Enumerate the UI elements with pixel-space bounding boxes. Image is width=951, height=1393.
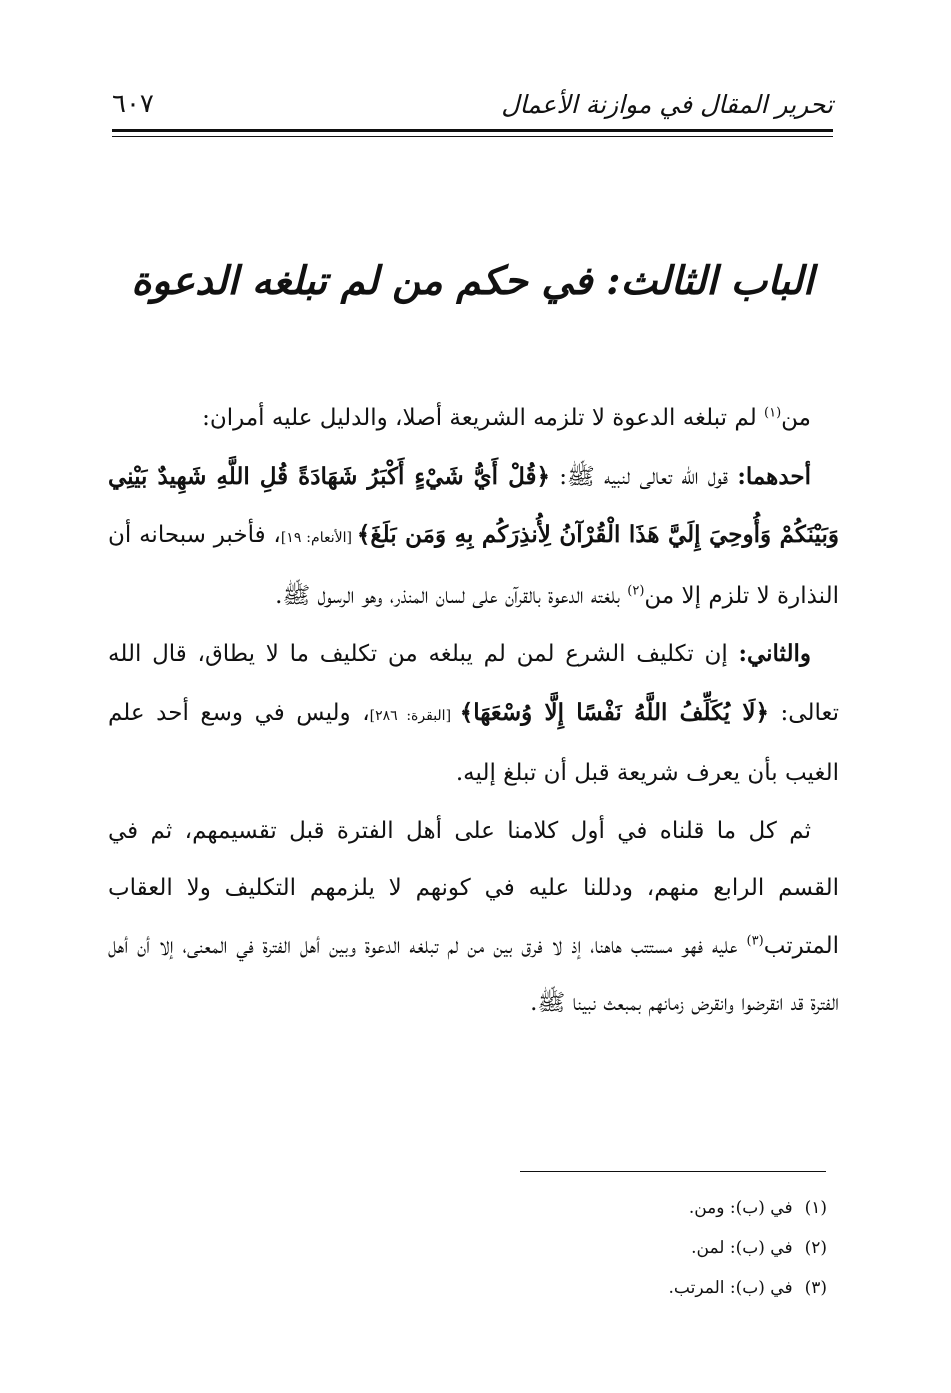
header-rule-thick [112, 129, 833, 132]
footnote-text: في (ب): لمن. [691, 1238, 793, 1258]
verse-citation-2: [البقرة: ٢٨٦] [369, 707, 460, 724]
main-text [108, 390, 839, 1033]
paragraph-3 [108, 625, 839, 803]
chapter-title: الباب الثالث: في حكم من لم تبلغه الدعوة [131, 258, 814, 304]
verse-citation-1: [الأنعام: ١٩] [280, 530, 357, 546]
p4-text-1: ثم كل ما قلناه في أول كلامنا على أهل الفترة قبل تقسيمهم، ثم في القسم الرابع منهم، ودللنا عليه في كونهم لا يلزمهم التكليف ولا العقاب المترتب [108, 817, 839, 959]
footnote-ref-2: (٢) [627, 582, 645, 598]
footnote-text: في (ب): المرتب. [668, 1278, 793, 1298]
footnote-number: (١) [804, 1198, 827, 1218]
p3-text-1: إن تكليف الشرع لمن لم يبلغه من تكليف ما لا يطاق، قال الله تعالى: [108, 641, 839, 726]
p2-text-2: بلغته الدعوة بالقرآن على لسان المنذر، وهو الرسول ﷺ. [275, 582, 628, 609]
quran-verse-2: ﴿لَا يُكَلِّفُ اللَّهُ نَفْسًا إِلَّا وُسْعَهَا﴾ [459, 698, 770, 726]
p2-text-1: ، فأخبر سبحانه أن النذارة لا تلزم إلا من [108, 522, 839, 609]
footnote-3 [112, 1268, 827, 1308]
p1-word: من [781, 405, 811, 431]
quran-verse-1: ﴿قُلْ أَيُّ شَيْءٍ أَكْبَرُ شَهَادَةً قُلِ اللَّهِ شَهِيدٌ بَيْنِي وَبَيْنَكُمْ وَأُوحِيَ إِلَيَّ هَذَا الْقُرْآنُ لِأُنذِرَكُم بِهِ وَمَن بَلَغَ﴾ [108, 462, 839, 548]
running-header [112, 82, 833, 126]
p3-lead-word: والثاني: [738, 640, 811, 667]
p2-lead-word: أحدهما: [737, 462, 811, 490]
p2-intro: قول الله تعالى لنبيه ﷺ: [549, 463, 738, 490]
footnote-number: (٣) [804, 1278, 827, 1298]
footnote-number: (٢) [804, 1238, 827, 1258]
page-number: ٦٠٧ [112, 89, 154, 119]
paragraph-4 [108, 803, 839, 1033]
footnotes [112, 1188, 827, 1308]
p3-text-2: ، وليس في وسع أحد علم الغيب بأن يعرف شريعة قبل أن تبلغ إليه. [108, 699, 839, 786]
footnote-separator [520, 1171, 826, 1172]
footnote-1 [112, 1188, 827, 1228]
running-title: تحرير المقال في موازنة الأعمال [501, 89, 833, 119]
footnote-ref-1: (١) [764, 405, 782, 421]
footnote-2 [112, 1228, 827, 1268]
p1-text: لم تبلغه الدعوة لا تلزمه الشريعة أصلا، والدليل عليه أمران: [202, 405, 765, 431]
p4-text-2: عليه فهو مستتب هاهنا، إذ لا فرق بين من لم تبلغه الدعوة وبين أهل الفترة في المعنى، إلا أن أهل الفترة قد انقرضوا وانقرض زمانهم بمبعث نبينا ﷺ. [108, 932, 839, 1016]
footnote-text: في (ب): ومن. [688, 1198, 793, 1218]
footnote-ref-3: (٣) [746, 932, 764, 948]
paragraph-2 [108, 448, 839, 626]
paragraph-1 [108, 390, 839, 448]
header-rule-thin [112, 136, 833, 137]
